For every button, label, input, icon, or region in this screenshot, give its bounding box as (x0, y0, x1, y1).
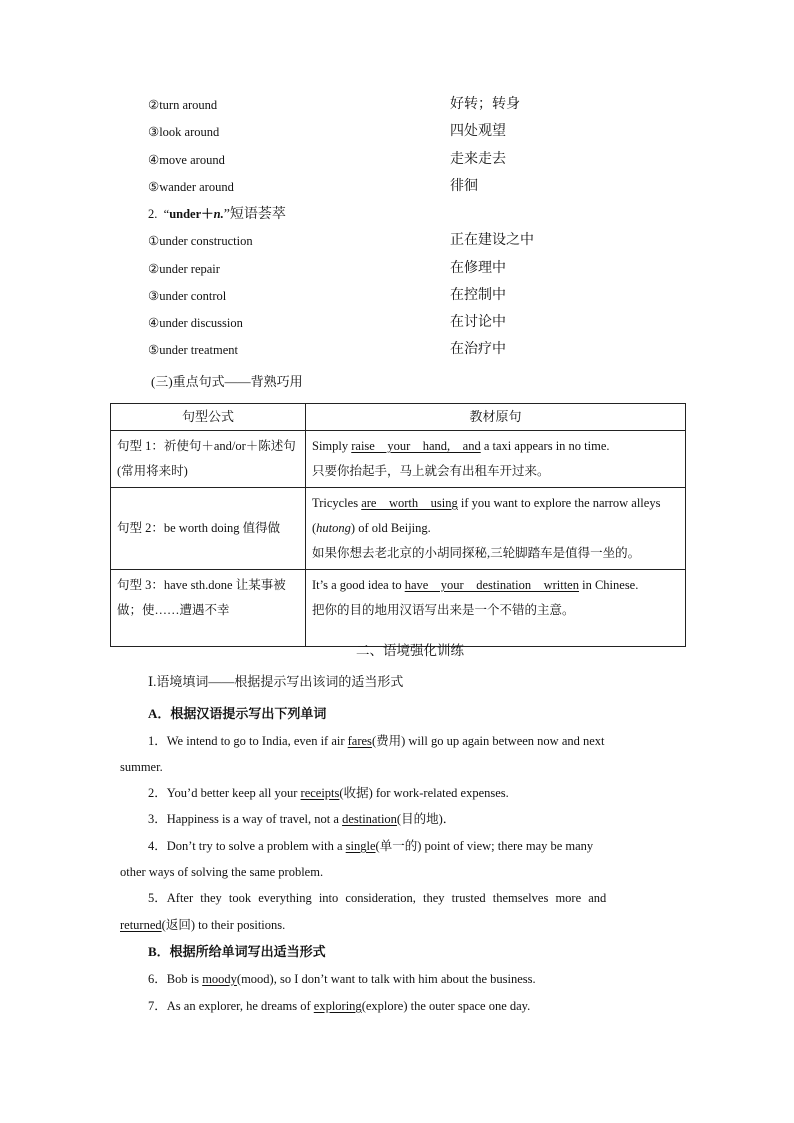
example-en-post: if you want to explore the narrow alleys ( (312, 496, 661, 535)
phrase-zh: 在治疗中 (450, 342, 506, 357)
phrase-en: ④move around (148, 153, 225, 167)
example-en (312, 491, 679, 541)
exercise-item (148, 998, 530, 1014)
phrase-en: ⑤under treatment (148, 343, 238, 357)
table-row (111, 488, 686, 570)
example-zh: 把你的目的地用汉语写出来是一个不错的主意。 (312, 603, 575, 617)
under-heading-num: 2. (148, 207, 158, 221)
exercise-text: (目的地)． (396, 812, 456, 826)
under-heading (148, 206, 286, 223)
pattern-cell: 句型 3：have sth.done 让某事被做；使……遭遇不幸 (111, 570, 306, 647)
example-en-answer: are worth using (361, 496, 458, 510)
exercise-text: (explore) the outer space one day. (361, 999, 531, 1013)
under-heading-open: “ (163, 207, 170, 221)
exercise-text: (单一的) point of view; there may be many (375, 839, 594, 853)
example-cell (306, 570, 686, 647)
table-row (111, 431, 686, 488)
pattern-cell: 句型 1：祈使句＋and/or＋陈述句(常用将来时) (111, 431, 306, 488)
part1-title: Ⅰ.语境填词——根据提示写出该词的适当形式 (148, 674, 404, 689)
under-heading-italic: n. (213, 207, 224, 221)
example-en-pre: Tricycles (312, 496, 362, 510)
pattern-cell: 句型 2：be worth doing 值得做 (111, 488, 306, 570)
example-cell (306, 431, 686, 488)
exercise-text: 3．Happiness is a way of travel, not a (148, 812, 343, 826)
exercise-answer: destination (342, 812, 397, 826)
exercise-item (148, 811, 455, 827)
example-en-post2: ) of old Beijing. (350, 521, 431, 535)
phrase-zh: 在讨论中 (450, 315, 506, 330)
exercise-answer: moody (202, 972, 237, 986)
exercise-answer: single (345, 839, 376, 853)
phrase-zh: 走来走去 (450, 152, 506, 167)
exercise-item (148, 733, 605, 749)
exercise-cont: summer. (120, 760, 163, 774)
exercise-text: 5．After they took everything into consideration, they trusted themselves more and (148, 891, 607, 905)
training-title: 二、语境强化训练 (356, 643, 464, 658)
example-zh: 如果你想去老北京的小胡同探秘,三轮脚踏车是值得一坐的。 (312, 546, 641, 560)
example-cell (306, 488, 686, 570)
sentence-pattern-table (110, 403, 686, 647)
phrase-zh: 正在建设之中 (450, 233, 534, 248)
phrase-en: ③look around (148, 125, 220, 139)
exercise-answer: exploring (313, 999, 362, 1013)
exercise-text: (返回) to their positions. (161, 918, 286, 932)
table-header: 教材原句 (306, 404, 686, 431)
partA-title: A．根据汉语提示写出下列单词 (148, 706, 327, 721)
phrase-zh: 在控制中 (450, 288, 506, 303)
exercise-text: 7．As an explorer, he dreams of (148, 999, 314, 1013)
phrase-en: ②turn around (148, 98, 218, 112)
partB-title: B．根据所给单词写出适当形式 (148, 944, 326, 959)
exercise-text: 2．You’d better keep all your (148, 786, 301, 800)
example-zh: 只要你抬起手，马上就会有出租车开过来。 (312, 464, 550, 478)
exercise-cont: other ways of solving the same problem. (120, 865, 324, 879)
exercise-text: (费用) will go up again between now and next (371, 734, 605, 748)
exercise-answer: returned (120, 918, 162, 932)
example-en (312, 573, 679, 598)
exercise-answer: receipts (300, 786, 340, 800)
phrase-en: ⑤wander around (148, 180, 234, 194)
phrase-zh: 四处观望 (450, 124, 506, 139)
exercise-item (148, 890, 606, 906)
exercise-item (148, 838, 593, 854)
phrase-en: ④under discussion (148, 316, 243, 330)
phrase-en: ①under construction (148, 234, 253, 248)
phrase-zh: 徘徊 (450, 179, 478, 194)
under-heading-close: ”短语荟萃 (223, 207, 286, 222)
table-row (111, 570, 686, 647)
phrase-en: ③under control (148, 289, 227, 303)
example-en-post: in Chinese. (578, 578, 639, 592)
phrase-zh: 好转；转身 (450, 97, 520, 112)
example-en-answer: have your destination written (404, 578, 579, 592)
exercise-text: (mood), so I don’t want to talk with him about the business. (236, 972, 536, 986)
exercise-item (148, 971, 536, 987)
exercise-text: 6．Bob is (148, 972, 203, 986)
example-en (312, 434, 679, 459)
table-header: 句型公式 (111, 404, 306, 431)
example-en-italic: hutong (316, 521, 351, 535)
exercise-cont (120, 917, 285, 933)
example-en-pre: Simply (312, 439, 352, 453)
exercise-item (148, 785, 509, 801)
sentence-section-title: (三)重点句式——背熟巧用 (151, 374, 303, 389)
example-en-pre: It’s a good idea to (312, 578, 405, 592)
exercise-text: 4．Don’t try to solve a problem with a (148, 839, 346, 853)
exercise-text: 1．We intend to go to India, even if air (148, 734, 348, 748)
example-en-answer: raise your hand, and (351, 439, 481, 453)
example-en-post: a taxi appears in no time. (480, 439, 610, 453)
exercise-answer: fares (347, 734, 372, 748)
phrase-en: ②under repair (148, 262, 220, 276)
table-header-row (111, 404, 686, 431)
phrase-zh: 在修理中 (450, 261, 506, 276)
exercise-text: (收据) for work-related expenses. (339, 786, 509, 800)
under-heading-bold: under＋ (169, 207, 214, 221)
